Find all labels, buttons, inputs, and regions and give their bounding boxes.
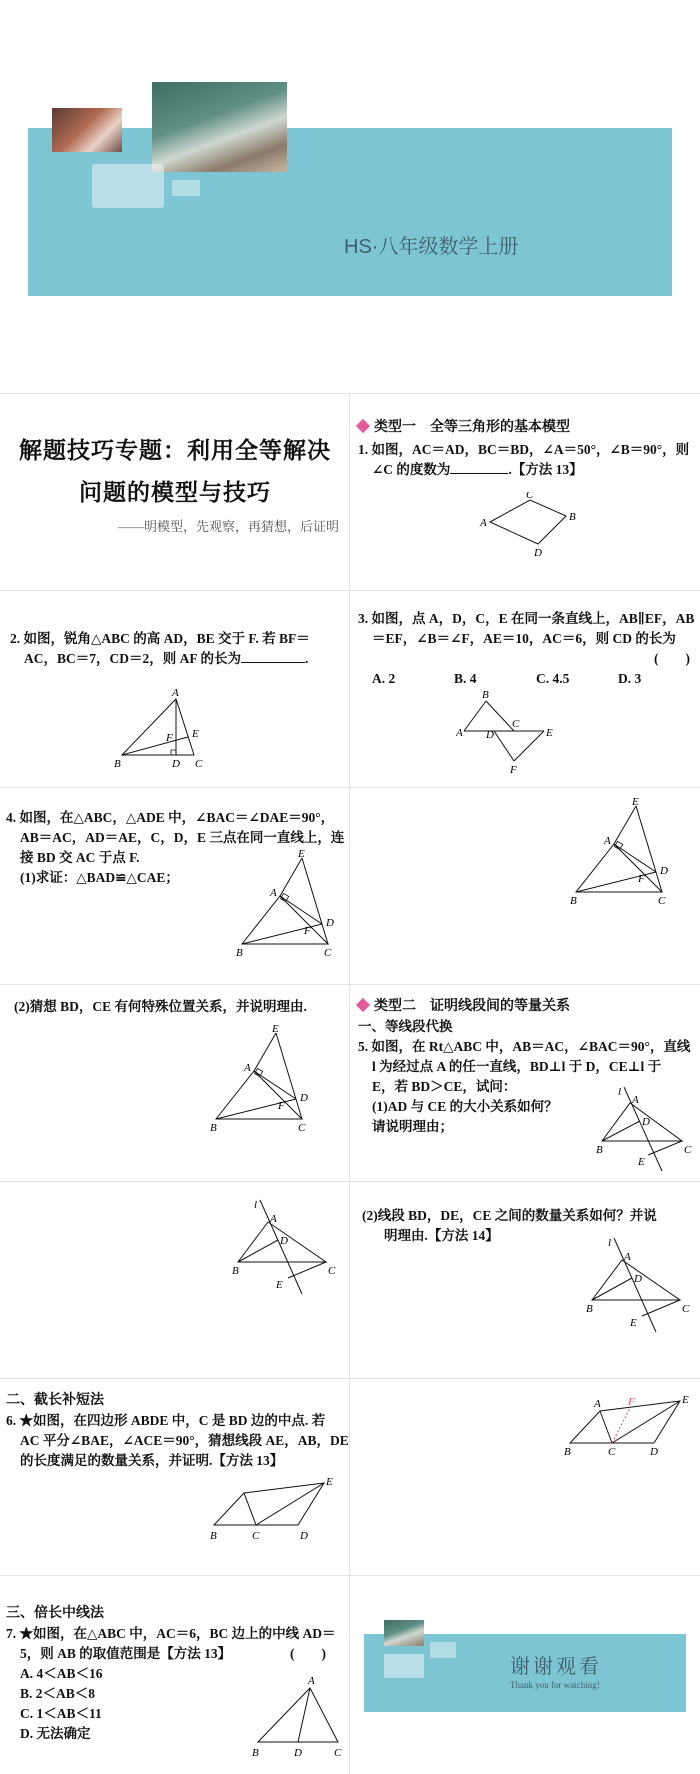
label-b: B bbox=[586, 1303, 593, 1315]
ending-subtitle: Thank you for watching! bbox=[510, 1680, 600, 1690]
label-c: C bbox=[252, 1530, 260, 1542]
q7-option-b[interactable]: B. 2＜AB＜8 bbox=[20, 1686, 96, 1701]
q7-option-a[interactable]: A. 4＜AB＜16 bbox=[20, 1666, 103, 1681]
q3-figure bbox=[456, 691, 576, 781]
q7-line-1: 7. ★如图，在△ABC 中，AC＝6，BC 边上的中线 AD＝ bbox=[6, 1626, 336, 1641]
label-c: C bbox=[195, 758, 203, 770]
q6-figure-panel bbox=[350, 1379, 700, 1575]
label-e: E bbox=[298, 850, 305, 860]
label-a: A bbox=[270, 1213, 277, 1225]
label-d: D bbox=[294, 1747, 302, 1759]
sec3-heading: 三、倍长中线法 bbox=[6, 1606, 104, 1621]
label-e: E bbox=[272, 1025, 279, 1035]
label-d: D bbox=[486, 729, 494, 741]
label-c: C bbox=[328, 1265, 336, 1277]
label-f: F bbox=[628, 1396, 635, 1408]
diamond-icon bbox=[356, 998, 370, 1012]
cover-slide bbox=[0, 0, 700, 393]
q2-panel bbox=[0, 591, 349, 787]
label-d: D bbox=[660, 865, 668, 877]
q7-panel bbox=[0, 1576, 349, 1774]
q6-line-1: 6. ★如图，在四边形 ABDE 中，C 是 BD 边的中点. 若 bbox=[6, 1413, 326, 1428]
ending-slide bbox=[350, 1576, 700, 1774]
label-e: E bbox=[632, 798, 639, 808]
q2-line-2: AC，BC＝7，CD＝2，则 AF 的长为 . bbox=[24, 651, 309, 666]
q5-part2-panel bbox=[350, 1182, 700, 1378]
ending-decor-box-small bbox=[430, 1642, 456, 1658]
q5-line-2: l 为经过点 A 的任一直线，BD⊥l 于 D，CE⊥l 于 bbox=[372, 1059, 662, 1074]
cover-subtitle: HS·八年级数学上册 bbox=[344, 236, 519, 258]
q6-line-3: 的长度满足的数量关系，并证明.【方法 13】 bbox=[20, 1453, 284, 1468]
label-d: D bbox=[634, 1273, 642, 1285]
q5-part2-line-1: (2)线段 BD，DE，CE 之间的数量关系如何？并说 bbox=[362, 1208, 657, 1223]
title-panel bbox=[0, 394, 349, 590]
q5-figure bbox=[596, 1085, 696, 1175]
q1-figure bbox=[478, 492, 588, 562]
q1-panel bbox=[350, 394, 700, 590]
label-l: l bbox=[618, 1086, 622, 1098]
q4-part2-text: (2)猜想 BD，CE 有何特殊位置关系，并说明理由. bbox=[14, 999, 307, 1014]
label-f: F bbox=[638, 873, 645, 885]
q5-line-4: (1)AD 与 CE 的大小关系如何？ bbox=[372, 1099, 558, 1114]
label-e: E bbox=[638, 1156, 645, 1168]
q4-line-4: (1)求证：△BAD≌△CAE； bbox=[20, 870, 179, 885]
label-a: A bbox=[594, 1398, 601, 1410]
q6-aux-figure bbox=[564, 1395, 694, 1465]
q3-panel bbox=[350, 591, 700, 787]
type2-heading: 类型二 证明线段间的等量关系 bbox=[358, 997, 570, 1017]
label-f: F bbox=[278, 1100, 285, 1112]
label-d: D bbox=[280, 1235, 288, 1247]
ending-photo bbox=[384, 1620, 424, 1646]
q5-figure-repeat bbox=[230, 1198, 340, 1298]
label-a: A bbox=[308, 1675, 315, 1687]
q6-panel bbox=[0, 1379, 349, 1575]
q4-figure-repeat bbox=[570, 798, 680, 910]
answer-blank bbox=[450, 461, 508, 474]
q5-panel bbox=[350, 985, 700, 1181]
q4-line-1: 4. 如图，在△ABC，△ADE 中，∠BAC＝∠DAE＝90°， bbox=[6, 810, 335, 825]
label-b: B bbox=[596, 1144, 603, 1156]
label-e: E bbox=[192, 728, 199, 740]
label-f: F bbox=[510, 764, 517, 776]
cover-decor-box-small bbox=[172, 180, 200, 196]
label-c: C bbox=[334, 1747, 342, 1759]
label-a: A bbox=[244, 1062, 251, 1074]
label-d: D bbox=[300, 1530, 308, 1542]
label-c: C bbox=[324, 947, 332, 959]
label-c: C bbox=[512, 718, 520, 730]
q3-paren: ( ) bbox=[654, 651, 690, 666]
q7-paren: ( ) bbox=[290, 1646, 326, 1661]
label-l: l bbox=[608, 1237, 612, 1249]
q4-part2-figure bbox=[210, 1025, 320, 1137]
label-a: A bbox=[456, 727, 463, 739]
q4-part2-panel bbox=[0, 985, 349, 1181]
q5-part2-line-2: 明理由.【方法 14】 bbox=[384, 1228, 499, 1243]
label-b: B bbox=[569, 511, 576, 523]
label-c: C bbox=[526, 492, 534, 501]
title-line-1: 解题技巧专题：利用全等解决 bbox=[19, 438, 331, 463]
label-d: D bbox=[172, 758, 180, 770]
label-b: B bbox=[564, 1446, 571, 1458]
cover-photo-large bbox=[152, 82, 287, 172]
type1-heading: 类型一 全等三角形的基本模型 bbox=[358, 418, 570, 438]
title-motto: ——明模型，先观察，再猜想，后证明 bbox=[117, 519, 339, 534]
label-d: D bbox=[534, 547, 542, 559]
q3-line-2: ＝EF，∠B＝∠F，AE＝10，AC＝6，则 CD 的长为 bbox=[372, 631, 676, 646]
label-b: B bbox=[236, 947, 243, 959]
q2-figure bbox=[114, 687, 224, 777]
ending-title: 谢谢观看 bbox=[510, 1656, 602, 1678]
cover-band bbox=[28, 128, 672, 296]
label-b: B bbox=[570, 895, 577, 907]
q5-figure-panel bbox=[0, 1182, 349, 1378]
label-d: D bbox=[650, 1446, 658, 1458]
label-c: C bbox=[684, 1144, 692, 1156]
label-l: l bbox=[254, 1199, 258, 1211]
q3-option-d[interactable]: D. 3 bbox=[618, 671, 642, 686]
q5-line-1: 5. 如图，在 Rt△ABC 中，AB＝AC，∠BAC＝90°，直线 bbox=[358, 1039, 691, 1054]
q6-figure bbox=[208, 1475, 338, 1555]
answer-blank bbox=[241, 650, 305, 663]
label-b: B bbox=[482, 691, 489, 701]
label-b: B bbox=[210, 1530, 217, 1542]
q7-figure bbox=[250, 1672, 349, 1762]
type2-sub-heading: 一、等线段代换 bbox=[358, 1019, 453, 1034]
label-c: C bbox=[658, 895, 666, 907]
label-b: B bbox=[114, 758, 121, 770]
q4-line-2: AB＝AC，AD＝AE，C，D，E 三点在同一直线上，连 bbox=[20, 830, 345, 845]
label-a: A bbox=[632, 1094, 639, 1106]
q1-line-1: 1. 如图，AC＝AD，BC＝BD，∠A＝50°，∠B＝90°，则 bbox=[358, 442, 690, 457]
label-e: E bbox=[276, 1279, 283, 1291]
label-e: E bbox=[630, 1317, 637, 1329]
ending-decor-box bbox=[384, 1654, 424, 1678]
label-b: B bbox=[232, 1265, 239, 1277]
label-c: C bbox=[608, 1446, 616, 1458]
q3-option-b[interactable]: B. 4 bbox=[454, 671, 477, 686]
label-a: A bbox=[624, 1251, 631, 1263]
q4-panel bbox=[0, 788, 349, 984]
q3-line-1: 3. 如图，点 A，D，C，E 在同一条直线上，AB∥EF，AB bbox=[358, 611, 695, 626]
title-line-2: 问题的模型与技巧 bbox=[79, 480, 271, 505]
label-d: D bbox=[326, 917, 334, 929]
q2-line-1: 2. 如图，锐角△ABC 的高 AD，BE 交于 F. 若 BF＝ bbox=[10, 631, 310, 646]
q5-part2-figure bbox=[584, 1236, 694, 1336]
q3-option-a[interactable]: A. 2 bbox=[372, 671, 396, 686]
q4-figure bbox=[236, 850, 346, 962]
q7-option-c[interactable]: C. 1＜AB＜11 bbox=[20, 1706, 102, 1721]
q5-line-5: 请说明理由； bbox=[372, 1119, 453, 1134]
label-b: B bbox=[210, 1122, 217, 1134]
label-a: A bbox=[480, 517, 487, 529]
q7-line-2: 5，则 AB 的取值范围是【方法 13】 bbox=[20, 1646, 232, 1661]
label-f: F bbox=[166, 732, 173, 744]
label-f: F bbox=[304, 925, 311, 937]
diamond-icon bbox=[356, 419, 370, 433]
label-c: C bbox=[298, 1122, 306, 1134]
label-e: E bbox=[682, 1395, 689, 1406]
q5-line-3: E，若 BD＞CE，试问： bbox=[372, 1079, 517, 1094]
q4-line-3: 接 BD 交 AC 于点 F. bbox=[20, 850, 140, 865]
label-b: B bbox=[252, 1747, 259, 1759]
label-a: A bbox=[604, 835, 611, 847]
label-a: A bbox=[270, 887, 277, 899]
q4-figure-panel bbox=[350, 788, 700, 984]
label-e: E bbox=[326, 1476, 333, 1488]
q6-line-2: AC 平分∠BAE，∠ACE＝90°，猜想线段 AE，AB，DE bbox=[20, 1433, 349, 1448]
label-d: D bbox=[300, 1092, 308, 1104]
cover-photo-small bbox=[52, 108, 122, 152]
q1-line-2: ∠C 的度数为 .【方法 13】 bbox=[372, 462, 583, 477]
cover-decor-box bbox=[92, 164, 164, 208]
label-a: A bbox=[172, 687, 179, 699]
label-d: D bbox=[642, 1116, 650, 1128]
label-c: C bbox=[682, 1303, 690, 1315]
sec2-heading: 二、截长补短法 bbox=[6, 1393, 104, 1408]
q7-option-d[interactable]: D. 无法确定 bbox=[20, 1726, 91, 1741]
q3-option-c[interactable]: C. 4.5 bbox=[536, 671, 570, 686]
label-e: E bbox=[546, 727, 553, 739]
